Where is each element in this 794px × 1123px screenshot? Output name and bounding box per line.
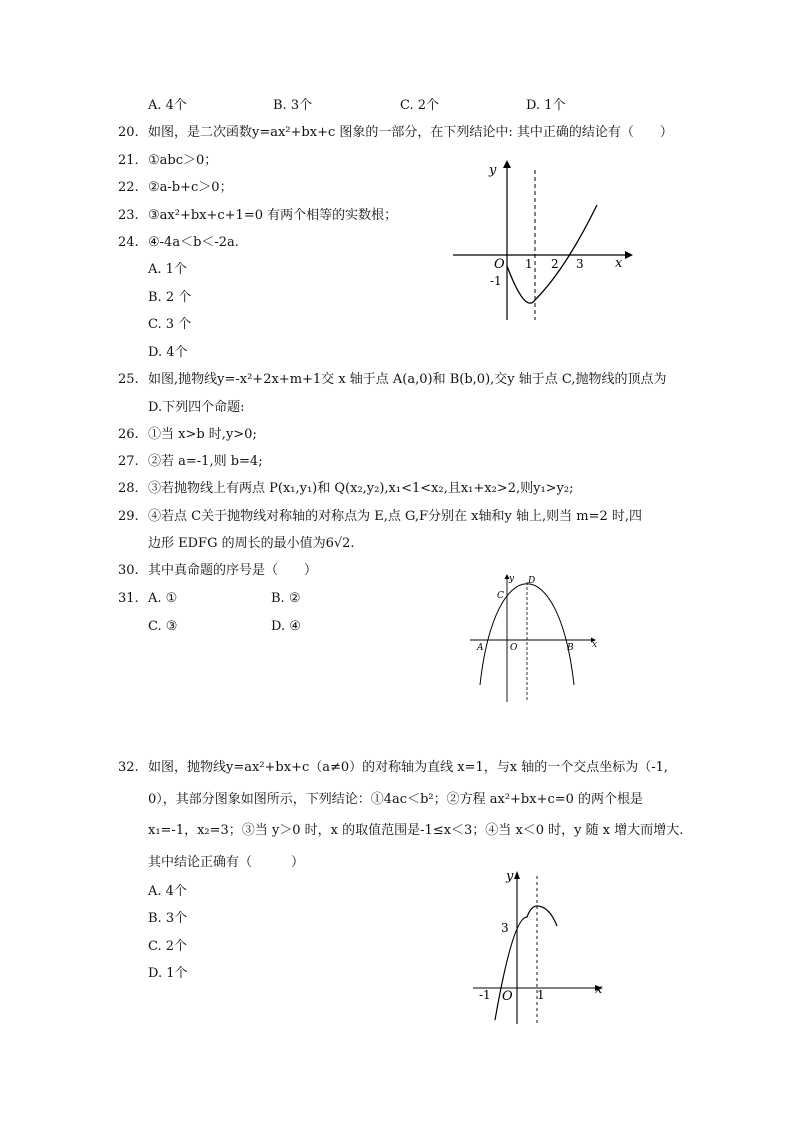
option-c: C. 3 个 (148, 317, 192, 332)
question-number: 27. (118, 454, 139, 469)
question-number: 24. (118, 235, 139, 250)
proposition-4-line2: 边形 EDFG 的周长的最小值为6√2. (148, 536, 355, 551)
option-a: A. 4个 (148, 884, 187, 899)
tick-2: 2 (551, 257, 559, 271)
question-number: 31. (118, 591, 139, 606)
question-text-line2: D.下列四个命题: (148, 400, 245, 415)
proposition-1: ①当 x>b 时,y>0; (148, 427, 257, 442)
parabola-curve (507, 205, 597, 303)
statement-2: ②a-b+c＞0； (148, 180, 233, 195)
question-text: 如图，是二次函数y=ax²+bx+c 图象的一部分，在下列结论中: 其中正确的结论有（ ） (148, 125, 673, 140)
parabola-graph-2 (465, 570, 605, 705)
option-d: D. 1个 (148, 966, 188, 981)
y-axis-arrow (514, 871, 520, 879)
label-d: D (528, 576, 536, 586)
tick-neg1: -1 (479, 988, 491, 1002)
tick-1: 1 (525, 257, 533, 271)
x-label: x (592, 640, 598, 650)
statement-4: ④-4a＜b＜-2a. (148, 235, 239, 250)
question-number: 22. (118, 180, 139, 195)
label-b: B (567, 643, 574, 653)
parabola-graph-1 (445, 150, 635, 330)
proposition-2: ②若 a=-1,则 b=4; (148, 454, 263, 469)
option-b: B. 2 个 (148, 290, 192, 305)
x-label: x (615, 256, 623, 271)
tick-3: 3 (501, 921, 509, 935)
option-d: D. 4个 (148, 345, 188, 360)
question-number: 26. (118, 427, 139, 442)
question-text-line4: 其中结论正确有（ ） (148, 855, 305, 870)
option-b: B. 3个 (273, 98, 313, 113)
statement-3: ③ax²+bx+c+1=0 有两个相等的实数根； (148, 208, 398, 223)
question-text-line3: x₁=-1，x₂=3；③当 y＞0 时，x 的取值范围是-1≤x＜3；④当 x＜0 时，y 随 x 增大而增大. (148, 823, 684, 838)
tick-neg1: -1 (490, 274, 502, 288)
y-label: y (509, 574, 515, 584)
question-text-line1: 如图，抛物线y=ax²+bx+c（a≠0）的对称轴为直线 x=1，与x 轴的一个交点坐标为（-1, (148, 760, 669, 775)
label-a: A (477, 643, 484, 653)
y-label: y (489, 163, 497, 178)
option-a: A. 1个 (148, 262, 187, 277)
question-number: 23. (118, 208, 139, 223)
y-axis-arrow (503, 160, 511, 168)
option-b: B. ② (271, 591, 301, 606)
tick-1: 1 (537, 988, 545, 1002)
tick-3: 3 (576, 257, 584, 271)
y-label: y (506, 869, 514, 884)
question-number: 20. (118, 125, 139, 140)
option-c: C. 2个 (400, 98, 440, 113)
origin-label: O (494, 257, 505, 272)
question-number: 32. (118, 760, 139, 775)
option-d: D. ④ (271, 619, 301, 634)
question-text-line1: 如图,抛物线y=-x²+2x+m+1交 x 轴于点 A(a,0)和 B(b,0),交y 轴于点 C,抛物线的顶点为 (148, 372, 667, 387)
origin-label: O (510, 643, 518, 653)
statement-1: ①abc＞0； (148, 153, 218, 168)
x-axis-arrow (625, 251, 633, 259)
question-number: 21. (118, 153, 139, 168)
parabola-graph-3 (465, 862, 610, 1027)
option-d: D. 1个 (526, 98, 566, 113)
option-a: A. ① (148, 591, 178, 606)
question-number: 28. (118, 481, 139, 496)
option-c: C. ③ (148, 619, 178, 634)
option-a: A. 4个 (148, 98, 187, 113)
option-c: C. 2个 (148, 939, 188, 954)
origin-label: O (502, 989, 513, 1004)
question-number: 25. (118, 372, 139, 387)
question-text: 其中真命题的序号是（ ） (148, 563, 318, 578)
label-c: C (497, 591, 504, 601)
option-b: B. 3个 (148, 911, 188, 926)
question-number: 29. (118, 509, 139, 524)
question-number: 30. (118, 563, 139, 578)
question-text-line2: 0），其部分图象如图所示，下列结论：①4ac＜b²；②方程 ax²+bx+c=0 的两个根是 (148, 792, 644, 807)
x-label: x (595, 982, 603, 997)
proposition-3: ③若抛物线上有两点 P(x₁,y₁)和 Q(x₂,y₂),x₁<1<x₂,且x₁+x₂>2,则y₁>y₂; (148, 481, 574, 496)
proposition-4: ④若点 C关于抛物线对称轴的对称点为 E,点 G,F分别在 x轴和y 轴上,则当 m=2 时,四 (148, 509, 643, 524)
